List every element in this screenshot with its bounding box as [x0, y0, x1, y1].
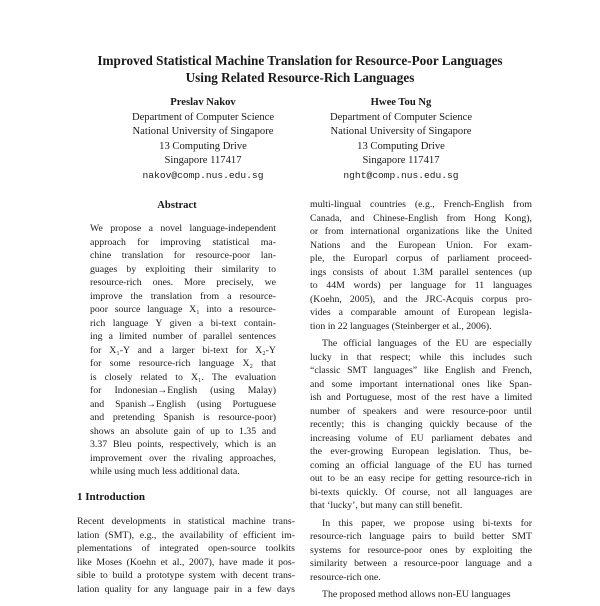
author-email: nakov@comp.nus.edu.sg — [142, 169, 264, 181]
text-line: resource-rich one. — [310, 571, 381, 583]
text-line: the ever-growing European legislation. Thus, be- — [310, 446, 532, 457]
author-univ: National University of Singapore — [330, 126, 472, 138]
text-line: number of speakers and were resource-poor until — [310, 405, 532, 417]
abstract-line: approach for improving statistical ma- — [90, 236, 276, 248]
title-line-1: Improved Statistical Machine Translation for Resource-Poor Languages — [97, 53, 503, 68]
text-line: In this paper, we propose using bi-texts for — [322, 517, 532, 529]
text-line: vides a comparable amount of European legisla- — [310, 307, 532, 318]
introduction-line: lation (SMT), e.g., the availability of efficient im- — [77, 529, 295, 541]
text-line: similarity between a resource-poor language and a — [310, 558, 532, 569]
paper-title — [40, 52, 560, 86]
abstract-line: is closely related to X₁. The evaluation — [90, 371, 276, 383]
author-univ: National University of Singapore — [132, 126, 274, 138]
abstract-body — [90, 222, 276, 479]
text-line: to 44M words) per language for 11 languages — [310, 280, 532, 291]
abstract-line: and pretending Spanish is resource-poor) — [90, 412, 276, 423]
introduction-line: Recent developments in statistical machine trans- — [77, 516, 295, 527]
text-line: ings consists of about 1.3M parallel sentences (up — [310, 266, 532, 278]
author-email: nght@comp.nus.edu.sg — [343, 169, 459, 181]
text-line: coming an official language of the EU has turned — [310, 459, 532, 471]
abstract-line: chine translation for resource-poor lan- — [90, 250, 276, 261]
author-block-1 — [98, 96, 308, 184]
abstract-line: rich language Y given a bi-text contain- — [90, 317, 276, 329]
abstract-line: 3.37 Bleu points, respectively, which is an — [90, 439, 276, 450]
text-line: bi-texts quickly. Of course, not all languages are — [310, 486, 532, 498]
introduction-body — [77, 515, 295, 596]
abstract-line: shows an absolute gain of up to 1.35 and — [90, 425, 276, 437]
paragraph — [310, 588, 532, 602]
right-column-body — [310, 198, 532, 606]
author-city: Singapore 117417 — [164, 155, 242, 167]
abstract-line: We propose a novel language-independent — [90, 223, 276, 234]
abstract-line: ing a limited number of parallel sentences — [90, 331, 276, 342]
abstract-line: for X₁-Y and a larger bi-text for X₂-Y — [90, 344, 276, 356]
title-line-2: Using Related Resource-Rich Languages — [185, 70, 415, 85]
abstract-line: improvement over the rivaling approaches, — [90, 452, 276, 464]
text-line: Nations and the European Union. For exam- — [310, 239, 532, 251]
abstract-line: while using much less additional data. — [90, 466, 240, 477]
author-street: 13 Computing Drive — [357, 140, 445, 152]
text-line: that ‘lucky’, but many can still benefit. — [310, 500, 463, 511]
abstract-line: resource-rich ones. More precisely, we — [90, 277, 276, 288]
paragraph — [310, 517, 532, 585]
paragraph — [310, 198, 532, 333]
paragraph — [310, 337, 532, 513]
text-line: recently; this is changing quickly because of the — [310, 419, 532, 430]
introduction-line: sible to build a prototype system with decent trans- — [77, 570, 295, 581]
abstract-line: guages by exploiting their similarity to — [90, 263, 276, 275]
text-line: The official languages of the EU are especially — [322, 338, 532, 349]
text-line: (Koehn, 2005), and the JRC-Acquis corpus pro- — [310, 293, 532, 305]
abstract-line: for some resource-rich language X₂ that — [90, 358, 276, 369]
section-heading-introduction: 1 Introduction — [77, 491, 145, 503]
text-line: tion in 22 languages (Steinberger et al., 2006). — [310, 320, 492, 332]
text-line: The proposed method allows non-EU languages — [322, 589, 511, 600]
author-dept: Department of Computer Science — [329, 111, 473, 123]
abstract-line: for Indonesian→English (using Malay) — [90, 385, 276, 396]
abstract-line: poor source language X₁ into a resource- — [90, 304, 276, 315]
abstract-heading: Abstract — [157, 200, 197, 211]
author-city: Singapore 117417 — [362, 155, 440, 167]
text-line: “classic SMT languages” like English and French, — [310, 365, 532, 376]
text-line: ple, the Europarl corpus of parliament proceed- — [310, 253, 532, 264]
text-line: ish and Portuguese, most of the rest have a limited — [310, 392, 532, 403]
introduction-line: plementations of integrated open-source toolkits — [77, 543, 295, 554]
abstract-line: improve the translation from a resource- — [90, 290, 276, 302]
author-name: Preslav Nakov — [170, 97, 236, 108]
text-line: multi-lingual countries (e.g., French-English from — [310, 199, 532, 210]
abstract-line: and Spanish→English (using Portuguese — [90, 398, 276, 410]
text-line: and some important international ones like Span- — [310, 378, 532, 390]
text-line: lucky in that respect; while this includes such — [310, 351, 532, 363]
author-name: Hwee Tou Ng — [370, 97, 432, 108]
text-line: increasing volume of EU parliament debates and — [310, 432, 532, 444]
text-line: out to be an easy recipe for getting resource-rich in — [310, 473, 532, 484]
text-line: or from international organizations like the United — [310, 226, 532, 237]
introduction-line: like Moses (Koehn et al., 2007), have made it pos- — [77, 556, 295, 568]
introduction-line: lation quality for any language pair in a few days — [77, 583, 295, 595]
author-block-2 — [296, 96, 506, 184]
text-line: systems for resource-poor ones by exploiting the — [310, 544, 532, 556]
author-street: 13 Computing Drive — [159, 140, 247, 152]
text-line: resource-rich language pairs to build better SMT — [310, 531, 532, 542]
text-line: Canada, and Chinese-English from Hong Kong), — [310, 212, 532, 224]
author-dept: Department of Computer Science — [131, 111, 275, 123]
